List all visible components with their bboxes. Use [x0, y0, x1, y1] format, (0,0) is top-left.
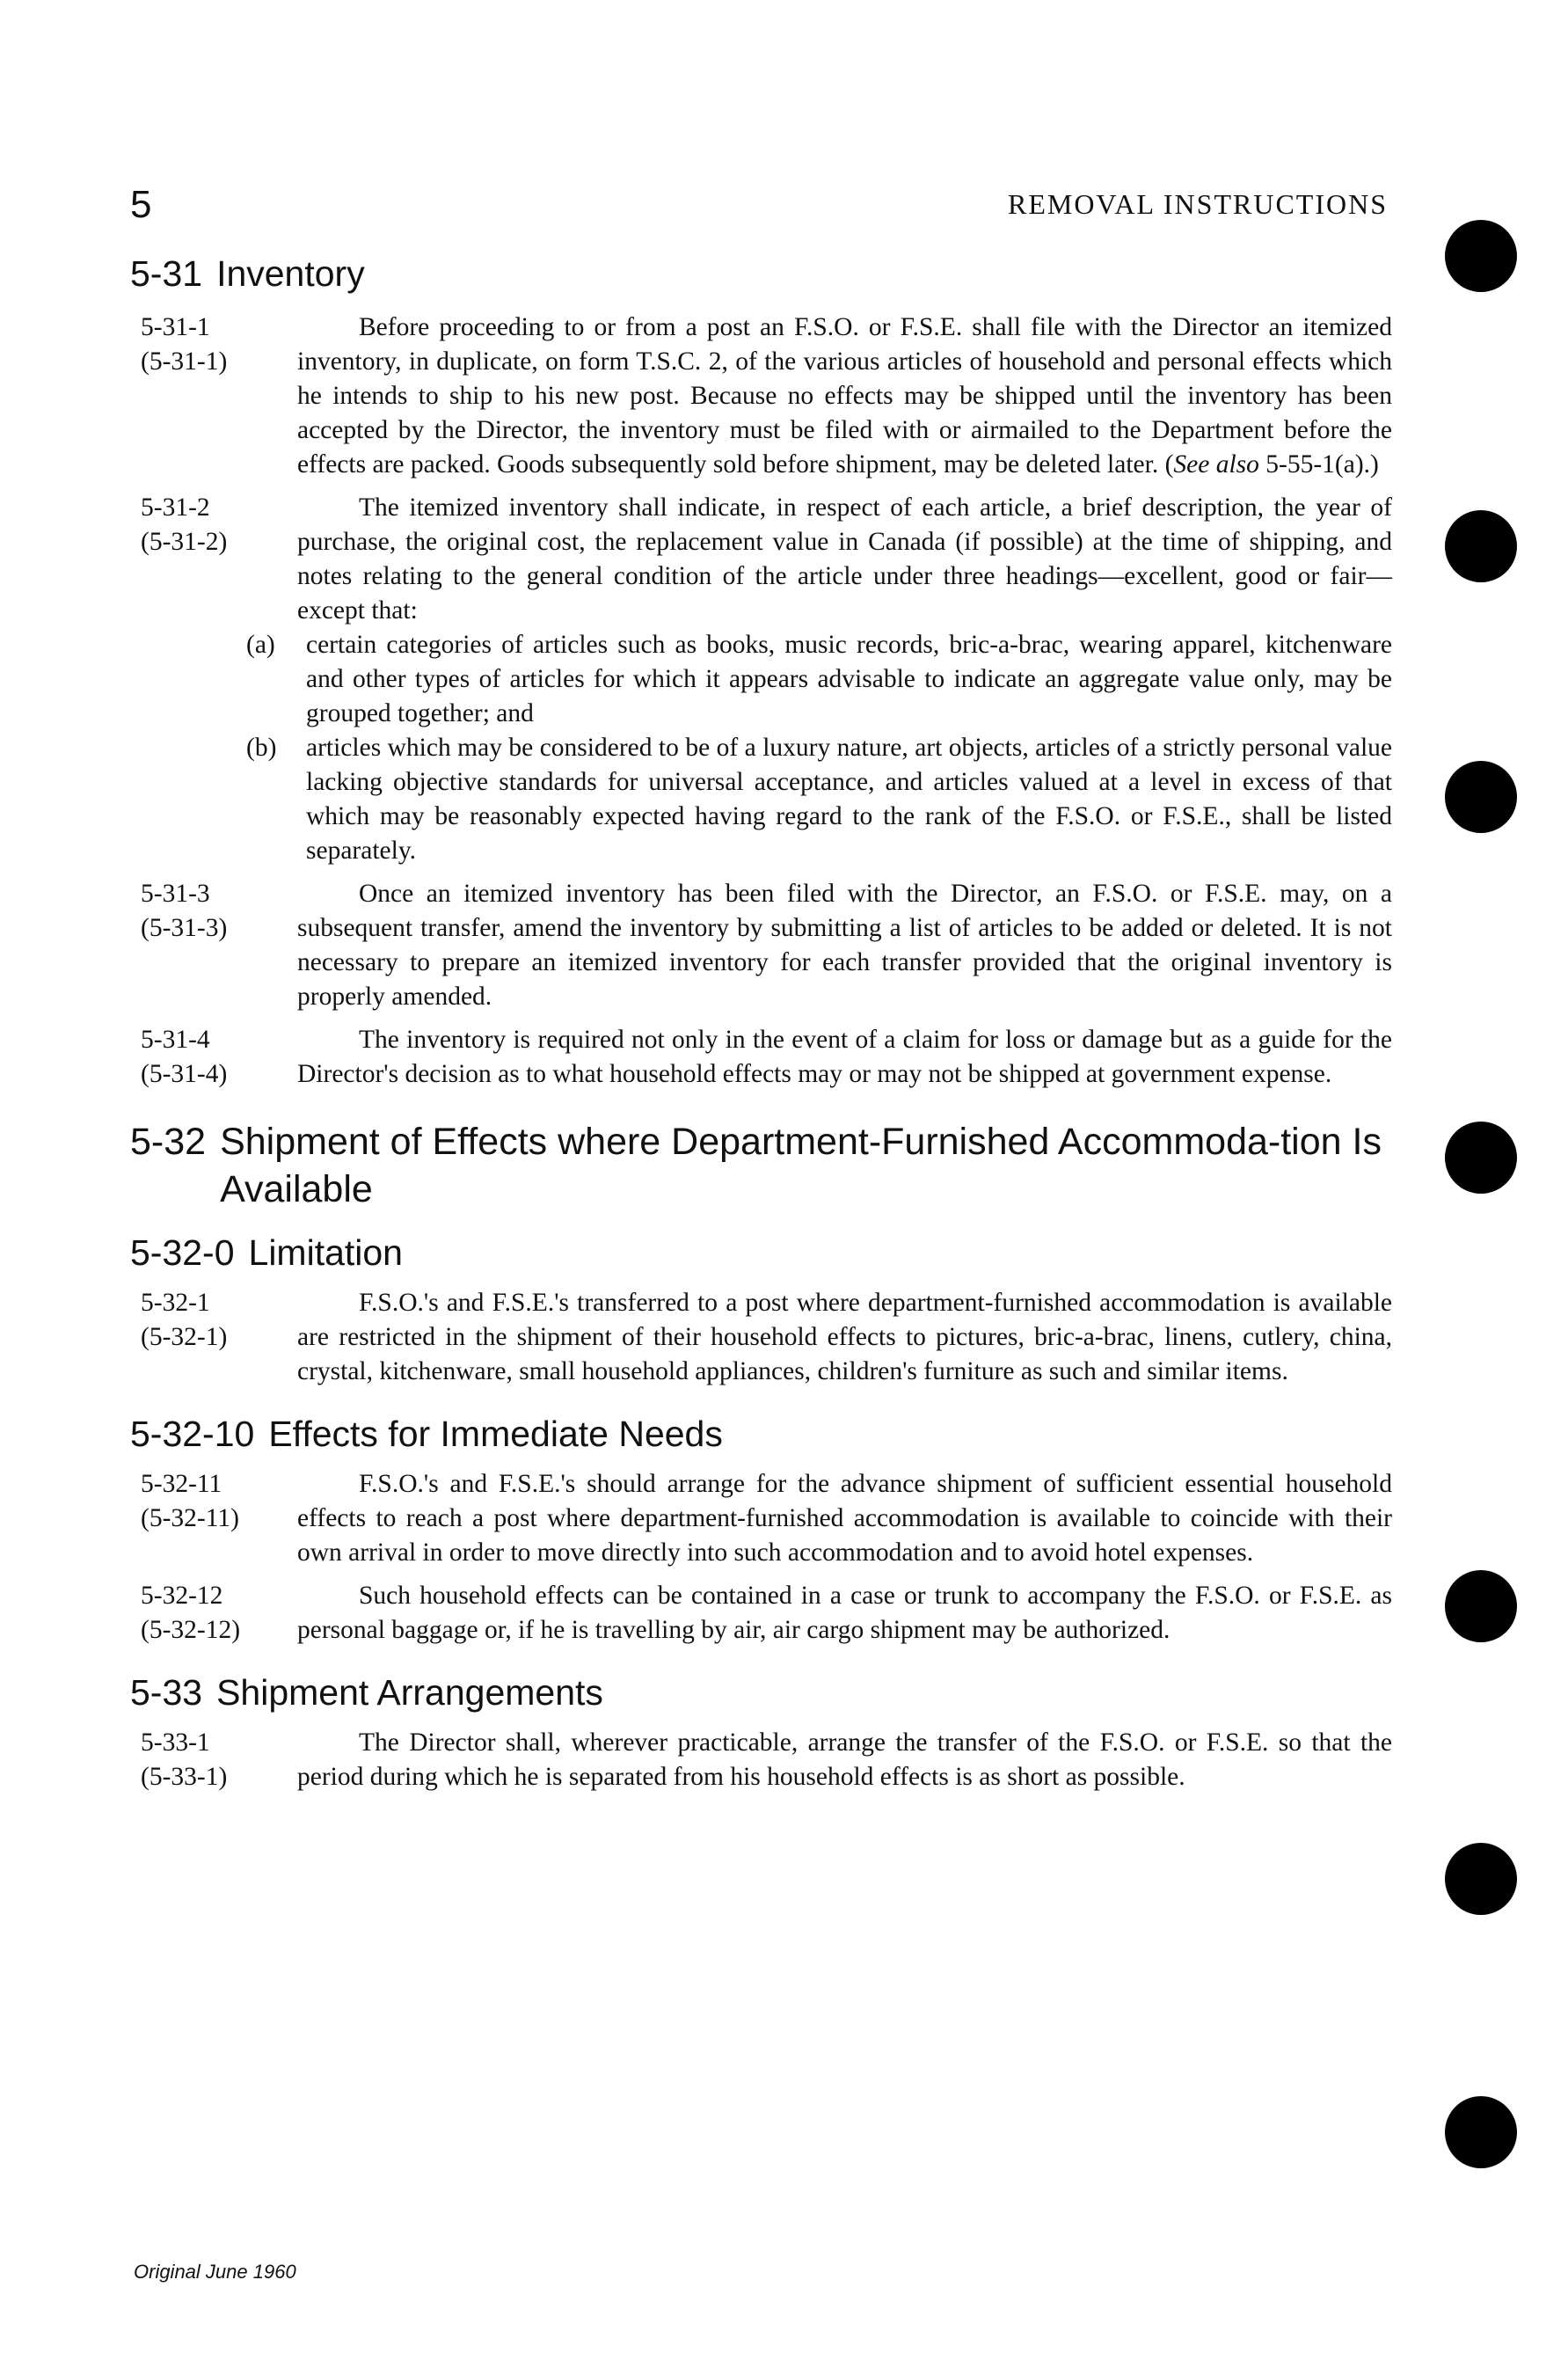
paragraph-5-32-12 — [130, 1579, 1392, 1648]
old-paragraph-number: (5-31-3) — [141, 914, 228, 942]
paragraph-refs — [130, 1286, 297, 1389]
old-paragraph-number: (5-32-11) — [141, 1504, 239, 1532]
paragraph-text — [297, 1579, 1392, 1648]
paragraph-5-31-2 — [130, 491, 1392, 628]
edition-footer: Original June 1960 — [134, 2261, 296, 2283]
binder-hole — [1445, 1122, 1517, 1194]
binder-hole — [1445, 2096, 1517, 2168]
paragraph-refs — [130, 491, 297, 628]
section-number: 5-32 — [130, 1121, 207, 1163]
paragraph-text — [297, 311, 1392, 482]
paragraph-text — [297, 877, 1392, 1014]
section-heading-5-31 — [130, 253, 1392, 295]
paragraph-number: 5-32-12 — [141, 1582, 223, 1610]
paragraph-text-part: Once an itemized inventory has been filed with the Director, an F.S.O. or F.S.E. may, on a subsequent transfer, amend the inventory by submitting a list of articles to be added or deleted. It is not necessary to prepare an itemized inventory for each transfer provided that the original inventory is properly amended. — [297, 880, 1392, 1011]
old-paragraph-number: (5-32-1) — [141, 1323, 228, 1351]
paragraph-refs — [130, 1579, 297, 1648]
page-content — [130, 253, 1392, 1794]
list-item — [246, 628, 1392, 731]
section-title: Shipment Arrangements — [216, 1672, 603, 1713]
paragraph-text-part: Before proceeding to or from a post an F.S.O. or F.S.E. shall file with the Director an itemized inventory, in duplicate, on form T.S.C. 2, of the various articles of household and personal effects which he intends to ship to his new post. Because no effects may be shipped until the inventory has been accepted by the Director, the inventory must be filed with or airmailed to the Department before the effects are packed. Goods subsequently sold before shipment, may be deleted later. ( — [297, 313, 1392, 479]
paragraph-number: 5-31-2 — [141, 493, 210, 522]
binder-holes — [1392, 0, 1568, 2375]
paragraph-number: 5-31-1 — [141, 313, 210, 341]
paragraph-5-31-3 — [130, 877, 1392, 1014]
old-paragraph-number: (5-31-1) — [141, 347, 228, 376]
running-head: REMOVAL INSTRUCTIONS — [1007, 188, 1388, 220]
section-number: 5-32-10 — [130, 1414, 255, 1454]
paragraph-text-part: F.S.O.'s and F.S.E.'s transferred to a post where department-furnished accommodation is available are restricted in the shipment of their household effects to pictures, bric-a-brac, linens, cutlery, china, crystal, kitchenware, small household appliances, children's furniture as such and similar items. — [297, 1289, 1392, 1385]
item-text: certain categories of articles such as books, music records, bric-a-brac, wearing apparel, kitchenware and other types of articles for which it appears advisable to indicate an aggregate value only, may be grouped together; and — [306, 631, 1392, 727]
paragraph-refs — [130, 1467, 297, 1570]
paragraph-text — [297, 491, 1392, 628]
chapter-number: 5 — [130, 183, 152, 226]
paragraph-text-part: The Director shall, wherever practicable, arrange the transfer of the F.S.O. or F.S.E. so that the period during which he is separated from his household effects is as short as possible. — [297, 1728, 1392, 1791]
paragraph-text-part: F.S.O.'s and F.S.E.'s should arrange for the advance shipment of sufficient essential household effects to reach a post where department-furnished accommodation is available to coincide with their own arrival in order to move directly into such accommodation and to avoid hotel expenses. — [297, 1470, 1392, 1567]
page-header — [130, 183, 1388, 227]
section-number: 5-31 — [130, 253, 203, 294]
paragraph-5-32-1 — [130, 1286, 1392, 1389]
section-heading-5-33 — [130, 1672, 1392, 1714]
paragraph-number: 5-32-11 — [141, 1470, 222, 1498]
old-paragraph-number: (5-32-12) — [141, 1616, 241, 1644]
old-paragraph-number: (5-31-2) — [141, 528, 228, 556]
item-text: articles which may be considered to be of a luxury nature, art objects, articles of a strictly personal value lacking objective standards for universal acceptance, and articles valued at a level in excess of that which may be reasonably expected having regard to the rank of the F.S.O. or F.S.E., shall be listed separately. — [306, 734, 1392, 865]
paragraph-refs — [130, 877, 297, 1014]
paragraph-text — [297, 1467, 1392, 1570]
binder-hole — [1445, 220, 1517, 292]
paragraph-5-31-4 — [130, 1023, 1392, 1092]
paragraph-text — [297, 1286, 1392, 1389]
paragraph-number: 5-31-3 — [141, 880, 210, 908]
binder-hole — [1445, 1843, 1517, 1915]
paragraph-refs — [130, 311, 297, 482]
see-also-label: See also — [1173, 450, 1259, 479]
cross-reference: 5-55-1(a).) — [1258, 450, 1379, 479]
paragraph-number: 5-32-1 — [141, 1289, 210, 1317]
paragraph-5-32-11 — [130, 1467, 1392, 1570]
subitem-list — [246, 628, 1392, 868]
section-heading-5-32 — [130, 1118, 1392, 1213]
list-item — [246, 731, 1392, 868]
paragraph-number: 5-33-1 — [141, 1728, 210, 1757]
paragraph-number: 5-31-4 — [141, 1026, 210, 1054]
section-title: Inventory — [216, 253, 365, 294]
section-title: Effects for Immediate Needs — [268, 1414, 723, 1454]
paragraph-text-part: The inventory is required not only in the event of a claim for loss or damage but as a guide for the Director's decision as to what household effects may or may not be shipped at government expense. — [297, 1026, 1392, 1088]
old-paragraph-number: (5-33-1) — [141, 1763, 228, 1791]
paragraph-text — [297, 1023, 1392, 1092]
paragraph-text-part: The itemized inventory shall indicate, in respect of each article, a brief description, the year of purchase, the original cost, the replacement value in Canada (if possible) at the time of shipping, and notes relating to the general condition of the article under three headings—excellent, good or fair—except that: — [297, 493, 1392, 625]
section-title: Shipment of Effects where Department-Furnished Accommoda-tion Is Available — [220, 1121, 1382, 1210]
binder-hole — [1445, 510, 1517, 582]
section-title: Limitation — [248, 1232, 403, 1273]
binder-hole — [1445, 1570, 1517, 1642]
item-label: (a) — [246, 631, 275, 659]
paragraph-text-part: Such household effects can be contained in a case or trunk to accompany the F.S.O. or F.S.E. as personal baggage or, if he is travelling by air, air cargo shipment may be authorized. — [297, 1582, 1392, 1644]
section-number: 5-32-0 — [130, 1232, 235, 1273]
item-label: (b) — [246, 734, 277, 762]
binder-hole — [1445, 761, 1517, 833]
old-paragraph-number: (5-31-4) — [141, 1060, 228, 1088]
section-heading-5-32-10 — [130, 1414, 1392, 1455]
paragraph-refs — [130, 1023, 297, 1092]
paragraph-refs — [130, 1726, 297, 1794]
section-heading-5-32-0 — [130, 1232, 1392, 1274]
paragraph-5-31-1 — [130, 311, 1392, 482]
paragraph-text — [297, 1726, 1392, 1794]
section-number: 5-33 — [130, 1672, 203, 1713]
paragraph-5-33-1 — [130, 1726, 1392, 1794]
